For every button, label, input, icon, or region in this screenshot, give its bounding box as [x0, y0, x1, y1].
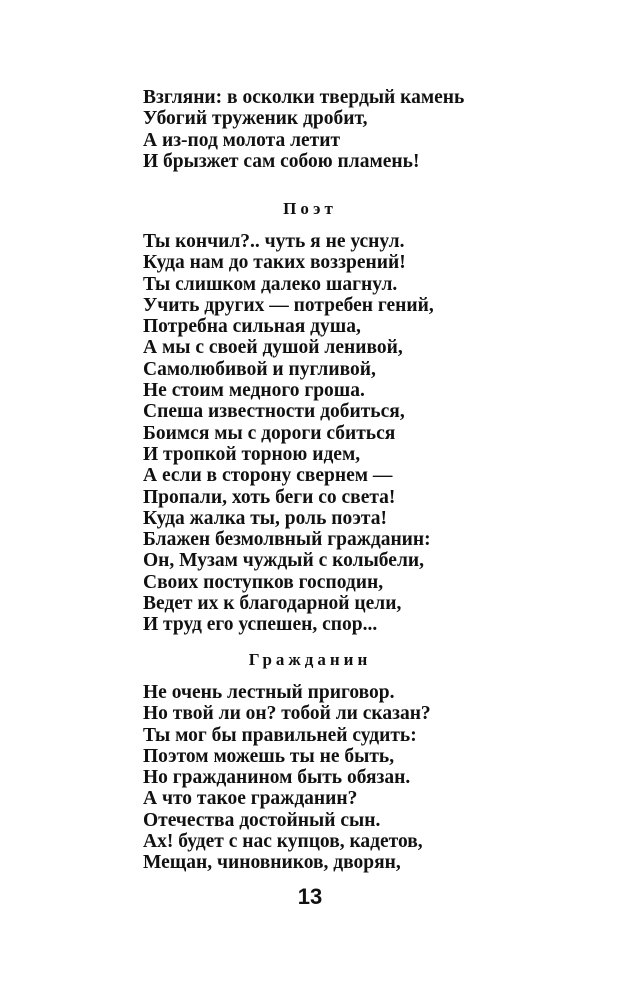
page-number: 13 [297, 884, 323, 909]
poem-line: Не очень лестный приговор. [143, 682, 395, 703]
poem-line: Пропали, хоть беги со света! [143, 486, 396, 508]
poem-stanza-2 [143, 231, 583, 636]
poem-line: Ведет их к благодарной цели, [143, 593, 402, 615]
poem-line: Куда жалка ты, роль поэта! [143, 507, 387, 529]
poem-line: Мещан, чиновников, дворян, [143, 852, 401, 874]
poem-line: Но гражданином быть обязан. [143, 767, 411, 789]
poem-line: Ты мог бы правильней судить: [143, 724, 417, 746]
poem-line: И брызжет сам собою пламень! [143, 150, 420, 172]
poem-line: Куда нам до таких воззрений! [143, 252, 406, 274]
poem-line: А из-под молота летит [143, 129, 341, 151]
poem-line: Спеша известности добиться, [143, 401, 405, 423]
poem-line: Ты кончил?.. чуть я не уснул. [143, 231, 405, 252]
poem-stanza-1 [143, 87, 583, 172]
poem-line: А мы с своей душой ленивой, [143, 337, 403, 359]
poem-line: А если в сторону свернем — [143, 465, 393, 487]
poem-line: Взгляни: в осколки твердый камень [143, 87, 465, 108]
poem-line: Не стоим медного гроша. [143, 380, 365, 402]
poem-line: Поэтом можешь ты не быть, [143, 745, 395, 767]
poem-line: Убогий труженик дробит, [143, 108, 368, 130]
poem-line: Он, Музам чуждый с колыбели, [143, 550, 424, 572]
poem-line: И труд его успешен, спор... [143, 614, 378, 636]
poem-line: Самолюбивой и пугливой, [143, 358, 376, 380]
poem-line: Своих поступков господин, [143, 571, 384, 593]
speaker-heading-citizen: Гражданин [248, 650, 372, 669]
poem-line: А что такое гражданин? [143, 788, 358, 810]
poem-line: Блажен безмолвный гражданин: [143, 529, 431, 551]
poem-line: Отечества достойный сын. [143, 809, 381, 831]
poem-line: Но твой ли он? тобой ли сказан? [143, 703, 431, 725]
speaker-heading-poet: Поэт [283, 199, 337, 218]
poem-line: И тропкой торною идем, [143, 443, 361, 465]
poem-line: Боимся мы с дороги сбиться [143, 422, 396, 444]
poem-stanza-3 [143, 682, 583, 874]
poem-line: Ты слишком далеко шагнул. [143, 273, 398, 295]
poem-line: Учить других — потребен гений, [143, 294, 434, 316]
poem-line: Потребна сильная душа, [143, 316, 361, 338]
poem-line: Ах! будет с нас купцов, кадетов, [143, 831, 423, 853]
